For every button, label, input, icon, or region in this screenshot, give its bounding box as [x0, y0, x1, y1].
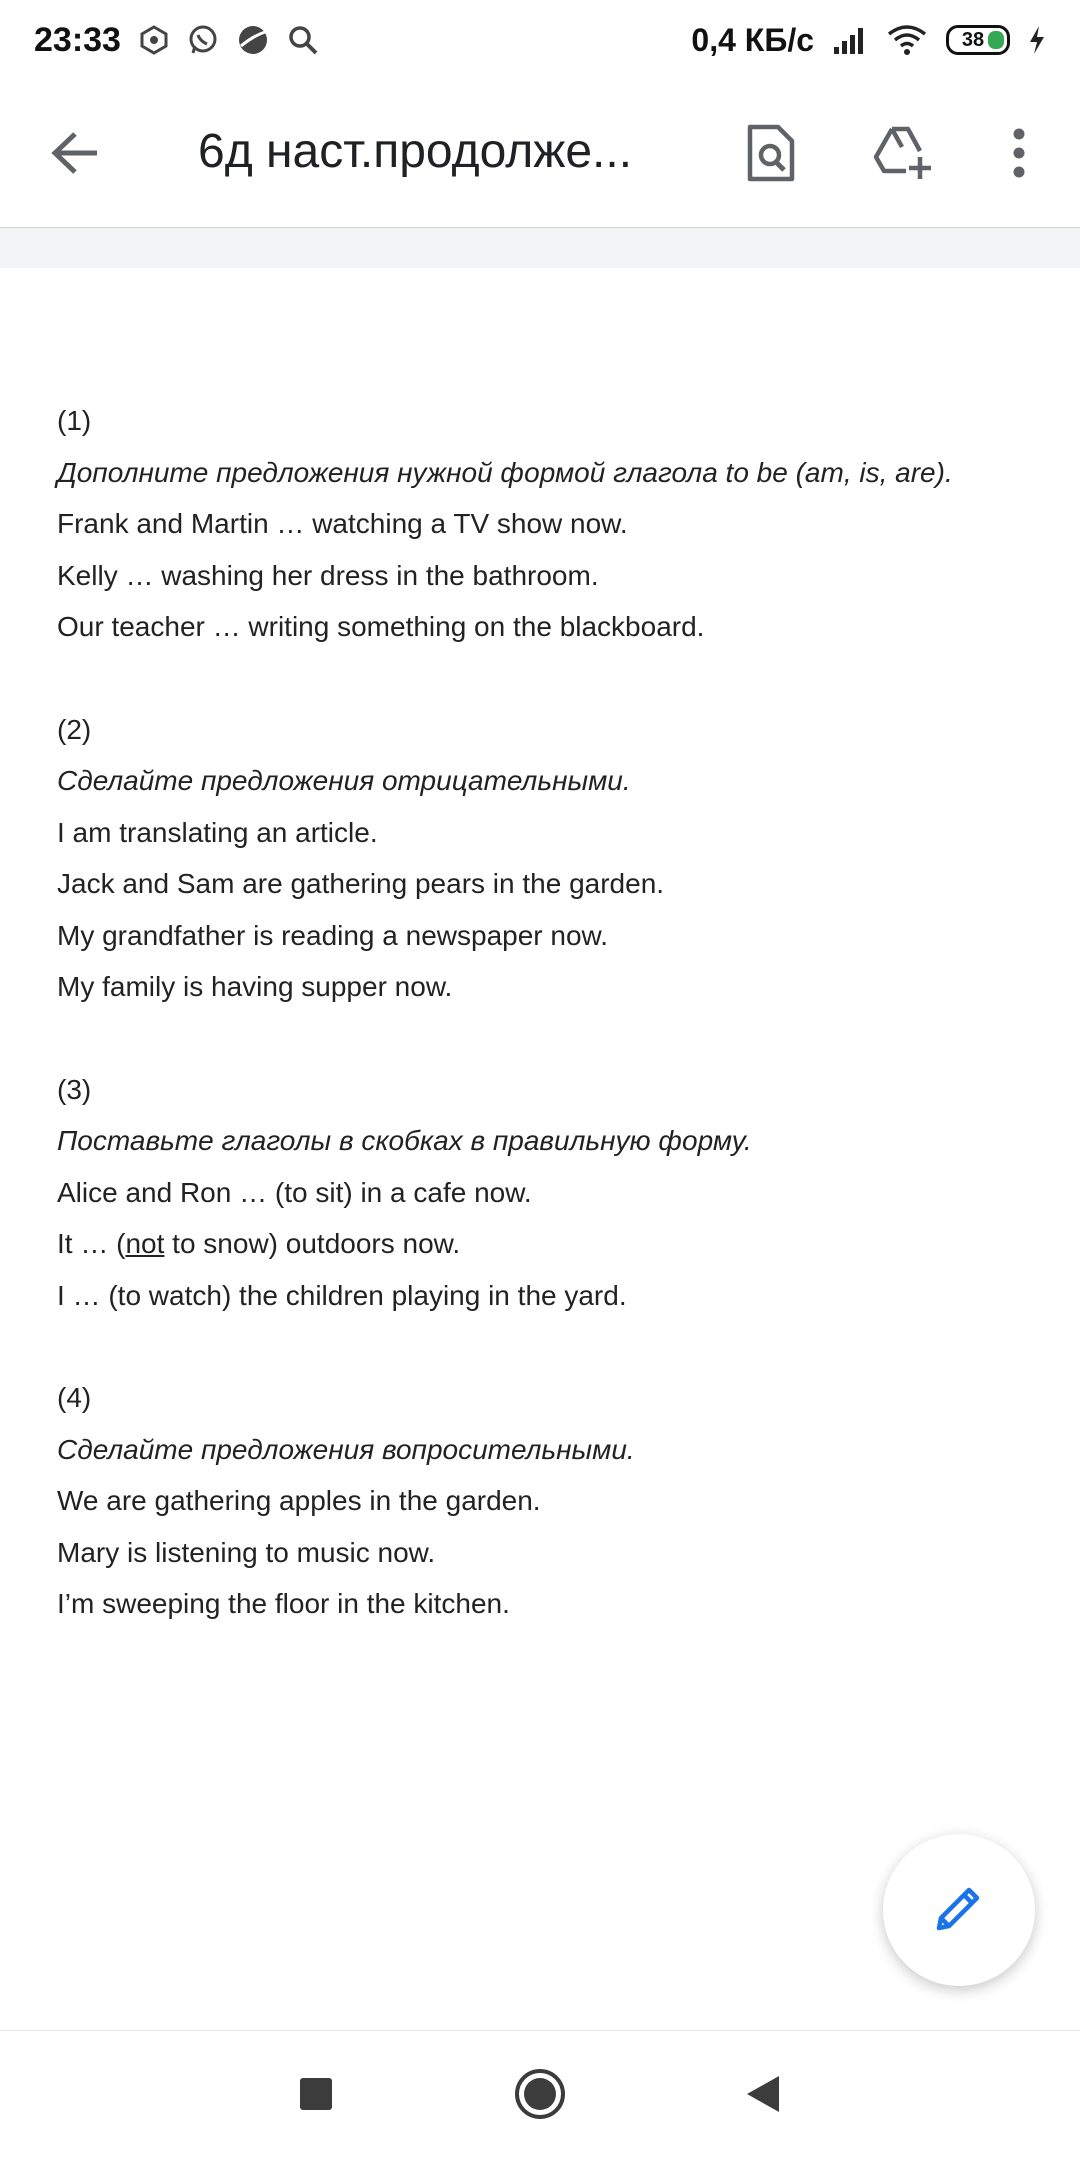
exercise-instruction: Дополните предложения нужной формой глагола to be (am, is, are). — [57, 456, 953, 488]
back-button[interactable] — [40, 120, 110, 190]
exercise-item: I … (to watch) the children playing in the yard. — [57, 1279, 627, 1311]
exercise-item: Mary is listening to music now. — [57, 1536, 436, 1568]
ball-icon — [237, 24, 269, 56]
notification-hex-icon — [139, 25, 169, 55]
wifi-icon — [886, 24, 928, 56]
system-nav-bar — [0, 2030, 1080, 2161]
battery-percent: 38 — [961, 28, 985, 51]
exercise-item: Alice and Ron … (to sit) in a cafe now. — [57, 1176, 532, 1208]
item-text-after: to snow) outdoors now. — [164, 1228, 461, 1259]
more-options-button[interactable] — [984, 120, 1054, 190]
page-top-divider — [0, 228, 1080, 268]
exercise-1 — [57, 395, 1047, 653]
status-bar — [0, 0, 1080, 80]
search-icon — [287, 24, 319, 56]
add-to-drive-icon — [872, 125, 934, 186]
find-in-document-button[interactable] — [736, 120, 806, 190]
exercise-number: (1) — [57, 405, 92, 436]
exercise-item: Kelly … washing her dress in the bathroom. — [57, 559, 599, 591]
more-vert-icon — [1011, 128, 1027, 183]
exercise-item: My grandfather is reading a newspaper now. — [57, 919, 608, 951]
add-to-drive-button[interactable] — [868, 120, 938, 190]
home-circle-icon — [513, 2067, 567, 2126]
exercise-item: Frank and Martin … watching a TV show now. — [57, 508, 628, 539]
back-arrow-icon — [49, 131, 101, 180]
recents-square-icon — [298, 2076, 334, 2117]
exercise-item: We are gathering apples in the garden. — [57, 1485, 541, 1516]
exercise-number: (4) — [57, 1382, 92, 1413]
charging-icon — [1028, 25, 1046, 55]
back-triangle-icon — [745, 2074, 781, 2119]
exercise-item — [57, 1218, 1047, 1270]
item-text-before: It … ( — [57, 1228, 126, 1259]
home-button[interactable] — [505, 2061, 575, 2131]
exercise-3 — [57, 1064, 1047, 1322]
status-left — [34, 21, 319, 60]
find-in-document-icon — [746, 123, 796, 188]
nav-back-button[interactable] — [728, 2061, 798, 2131]
exercise-instruction: Сделайте предложения отрицательными. — [57, 765, 631, 796]
exercise-instruction: Поставьте глаголы в скобках в правильную форму. — [57, 1125, 752, 1156]
exercise-2 — [57, 704, 1047, 1013]
exercise-4 — [57, 1372, 1047, 1630]
battery-icon — [946, 25, 1010, 55]
exercise-number: (3) — [57, 1073, 92, 1105]
status-right — [691, 22, 1046, 59]
edit-pencil-icon — [931, 1880, 987, 1941]
edit-fab-button[interactable] — [883, 1834, 1035, 1986]
exercise-item: Jack and Sam are gathering pears in the garden. — [57, 868, 665, 899]
recents-button[interactable] — [281, 2061, 351, 2131]
underlined-word: not — [125, 1228, 165, 1259]
exercise-instruction: Сделайте предложения вопросительными. — [57, 1433, 635, 1465]
status-time: 23:33 — [34, 20, 121, 59]
network-speed: 0,4 КБ/с — [691, 21, 814, 58]
document-body[interactable] — [57, 395, 1047, 1681]
battery-level — [988, 31, 1004, 49]
whatsapp-icon — [187, 24, 219, 56]
signal-icon — [832, 25, 868, 55]
exercise-item: I am translating an article. — [57, 816, 378, 848]
exercise-item: My family is having supper now. — [57, 971, 453, 1002]
exercise-item: I’m sweeping the floor in the kitchen. — [57, 1588, 510, 1619]
exercise-number: (2) — [57, 713, 92, 745]
app-bar — [0, 80, 1080, 228]
document-title: 6д наст.продолже... — [198, 125, 633, 178]
exercise-item: Our teacher … writing something on the blackboard. — [57, 611, 705, 642]
